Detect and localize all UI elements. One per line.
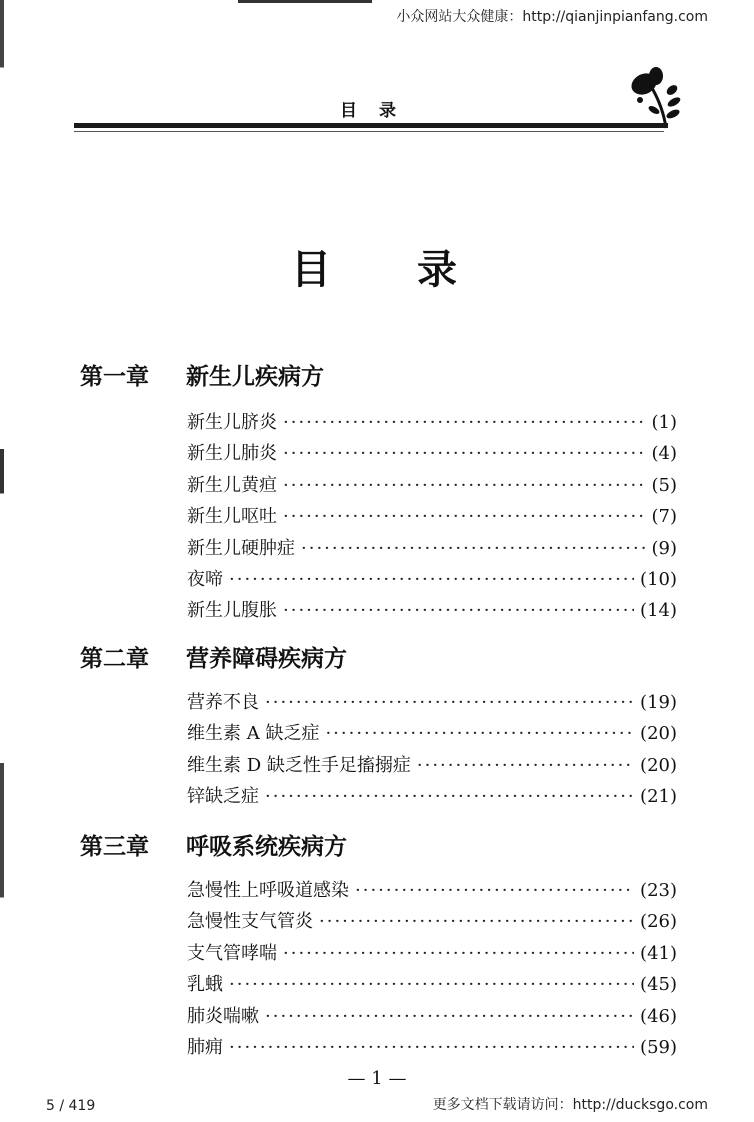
toc-entry-label: 急慢性上呼吸道感染 <box>187 880 349 901</box>
toc-entry-page: (14) <box>640 600 677 621</box>
toc-entry <box>187 502 677 528</box>
watermark-bottom: 更多文档下载请访问：http://ducksgo.com <box>432 1097 708 1113</box>
toc-entry <box>187 719 677 745</box>
page-counter: 5 / 419 <box>46 1098 96 1114</box>
watermark-top: 小众网站大众健康：http://qianjinpianfang.com <box>396 9 708 25</box>
toc-entry-page: (45) <box>640 974 677 995</box>
header-rule <box>74 123 668 128</box>
toc-entry-page: (1) <box>651 412 677 433</box>
toc-entry <box>187 534 677 560</box>
scan-left-edge <box>0 0 4 1122</box>
header-rule-thin <box>74 131 664 132</box>
toc-entry <box>187 782 677 808</box>
toc-entry-label: 新生儿脐炎 <box>187 412 277 433</box>
chapter-title: 呼吸系统疾病方 <box>186 833 347 860</box>
chapter-heading <box>80 358 324 391</box>
toc-leader-dots <box>417 755 634 776</box>
chapter-title: 新生儿疾病方 <box>186 363 324 390</box>
toc-entry-label: 新生儿呕吐 <box>187 506 277 527</box>
toc-entry-label: 营养不良 <box>187 692 259 713</box>
toc-leader-dots <box>265 692 634 713</box>
toc-leader-dots <box>325 723 634 744</box>
toc-entry-page: (23) <box>640 880 677 901</box>
chapter-heading <box>80 640 347 673</box>
toc-entry-label: 支气管哮喘 <box>187 943 277 964</box>
toc-entry <box>187 408 677 434</box>
toc-leader-dots <box>283 943 634 964</box>
toc-entry-label: 肺痈 <box>187 1037 223 1058</box>
toc-leader-dots <box>283 506 646 527</box>
chapter-title: 营养障碍疾病方 <box>186 645 347 672</box>
toc-entry-label: 维生素 D 缺乏性手足搐搦症 <box>187 755 411 776</box>
toc-entry <box>187 907 677 933</box>
toc-entry <box>187 565 677 591</box>
toc-entry-page: (4) <box>651 443 677 464</box>
running-head: 目录 <box>340 101 418 121</box>
toc-entry-label: 新生儿硬肿症 <box>187 538 295 559</box>
toc-entry <box>187 688 677 714</box>
scan-edge-mark <box>238 0 372 3</box>
chapter-number: 第一章 <box>80 363 149 390</box>
toc-entry-page: (20) <box>640 723 677 744</box>
chapter-number: 第二章 <box>80 645 149 672</box>
toc-entry-page: (19) <box>640 692 677 713</box>
toc-entry <box>187 970 677 996</box>
toc-entry <box>187 876 677 902</box>
toc-entry <box>187 751 677 777</box>
toc-leader-dots <box>265 786 634 807</box>
chapter-number: 第三章 <box>80 833 149 860</box>
toc-leader-dots <box>229 1037 634 1058</box>
toc-leader-dots <box>319 911 634 932</box>
toc-entry-label: 肺炎喘嗽 <box>187 1006 259 1027</box>
toc-entry <box>187 1033 677 1059</box>
toc-entry-label: 新生儿肺炎 <box>187 443 277 464</box>
toc-entry <box>187 1002 677 1028</box>
toc-entry-page: (59) <box>640 1037 677 1058</box>
toc-entry-page: (10) <box>640 569 677 590</box>
toc-leader-dots <box>265 1006 634 1027</box>
toc-leader-dots <box>355 880 634 901</box>
chapter-heading <box>80 828 347 861</box>
toc-leader-dots <box>283 412 646 433</box>
toc-entry-page: (9) <box>651 538 677 559</box>
toc-entry-label: 锌缺乏症 <box>187 786 259 807</box>
toc-leader-dots <box>283 443 646 464</box>
toc-entry-label: 新生儿黄疸 <box>187 475 277 496</box>
toc-leader-dots <box>283 475 646 496</box>
toc-leader-dots <box>301 538 646 559</box>
toc-entry-label: 夜啼 <box>187 569 223 590</box>
toc-entry-page: (26) <box>640 911 677 932</box>
toc-entry-label: 维生素 A 缺乏症 <box>187 723 320 744</box>
page-title: 目 录 <box>291 246 493 293</box>
toc-entry <box>187 471 677 497</box>
toc-entry <box>187 439 677 465</box>
toc-entry-page: (7) <box>651 506 677 527</box>
toc-leader-dots <box>283 600 634 621</box>
toc-entry-label: 新生儿腹胀 <box>187 600 277 621</box>
toc-entry-page: (21) <box>640 786 677 807</box>
toc-entry-label: 乳蛾 <box>187 974 223 995</box>
toc-leader-dots <box>229 569 634 590</box>
toc-entry-page: (5) <box>651 475 677 496</box>
toc-entry <box>187 939 677 965</box>
page-number: — 1 — <box>347 1068 407 1089</box>
toc-entry <box>187 596 677 622</box>
toc-entry-page: (46) <box>640 1006 677 1027</box>
toc-entry-page: (41) <box>640 943 677 964</box>
toc-leader-dots <box>229 974 634 995</box>
toc-entry-page: (20) <box>640 755 677 776</box>
toc-entry-label: 急慢性支气管炎 <box>187 911 313 932</box>
